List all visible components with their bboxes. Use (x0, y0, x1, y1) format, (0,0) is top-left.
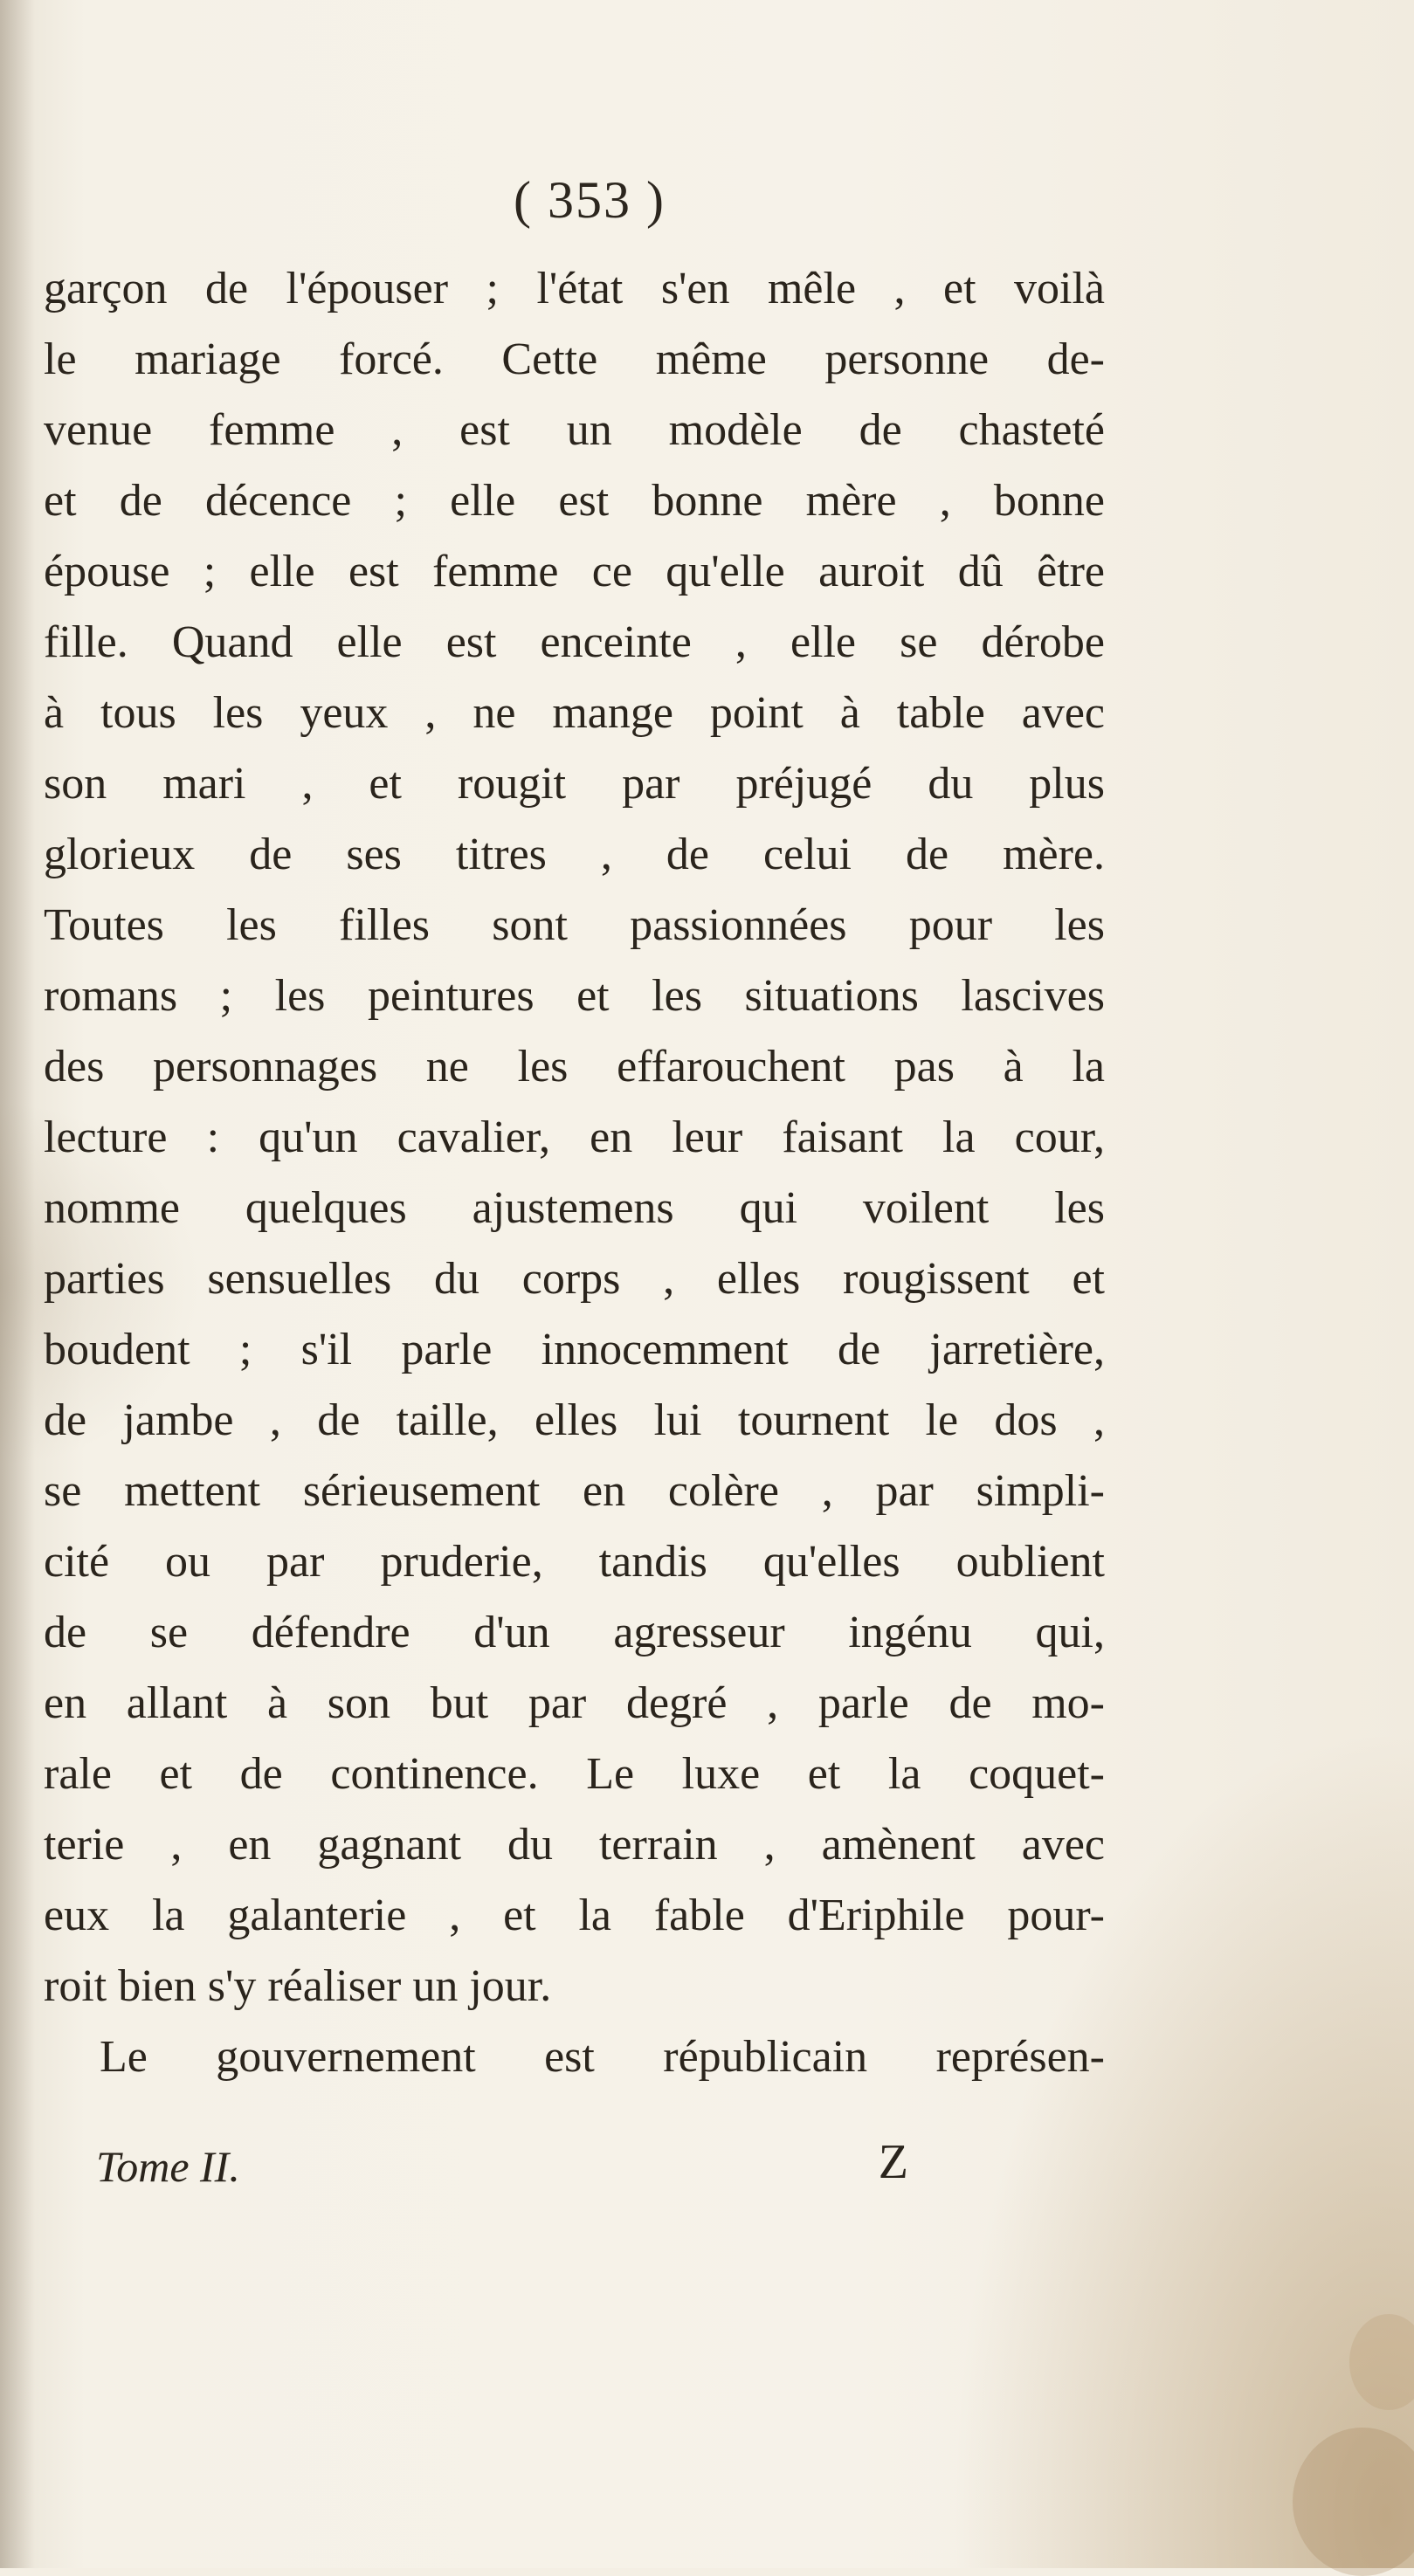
text-line: nomme quelques ajustemens qui voilent les (44, 1183, 1105, 1233)
page-number: ( 353 ) (514, 171, 666, 229)
page-footer (96, 2135, 908, 2202)
text-line: fille. Quand elle est enceinte , elle se dérobe (44, 617, 1105, 667)
text-line: lecture : qu'un cavalier, en leur faisant la cour, (44, 1112, 1105, 1162)
paragraph-start-line: Le gouvernement est républicain représen- (100, 2032, 1105, 2082)
text-line: rale et de continence. Le luxe et la coquet- (44, 1749, 1105, 1799)
text-line: épouse ; elle est femme ce qu'elle auroit dû être (44, 547, 1105, 596)
text-line: garçon de l'épouser ; l'état s'en mêle , et voilà (44, 264, 1105, 313)
text-line: à tous les yeux , ne mange point à table avec (44, 688, 1105, 738)
text-line: son mari , et rougit par préjugé du plus (44, 759, 1105, 809)
text-line: Toutes les filles sont passionnées pour les (44, 900, 1105, 950)
body-text (44, 253, 1105, 2092)
foxing-stain (1293, 2428, 1414, 2576)
text-line: en allant à son but par degré , parle de mo- (44, 1678, 1105, 1728)
text-line: terie , en gagnant du terrain , amènent avec (44, 1820, 1105, 1870)
text-line: parties sensuelles du corps , elles rougissent et (44, 1254, 1105, 1304)
text-line: romans ; les peintures et les situations lascives (44, 971, 1105, 1021)
text-line: roit bien s'y réaliser un jour. (44, 1961, 552, 2011)
text-line: venue femme , est un modèle de chasteté (44, 405, 1105, 455)
gathering-signature-mark: Z (878, 2135, 908, 2189)
foxing-stain (1349, 2314, 1414, 2410)
text-line: boudent ; s'il parle innocemment de jarretière, (44, 1325, 1105, 1374)
gutter-shadow (0, 0, 35, 2568)
text-line: cité ou par pruderie, tandis qu'elles oublient (44, 1537, 1105, 1587)
text-line: des personnages ne les effarouchent pas à la (44, 1042, 1105, 1092)
volume-signature: Tome II. (96, 2142, 240, 2191)
text-line: de jambe , de taille, elles lui tournent le dos , (44, 1395, 1105, 1445)
text-line: de se défendre d'un agresseur ingénu qui, (44, 1608, 1105, 1657)
text-line: le mariage forcé. Cette même personne de- (44, 334, 1105, 384)
text-line: eux la galanterie , et la fable d'Eriphile pour- (44, 1891, 1105, 1940)
text-line: et de décence ; elle est bonne mère , bonne (44, 476, 1105, 526)
text-line: glorieux de ses titres , de celui de mère. (44, 830, 1105, 879)
text-line: se mettent sérieusement en colère , par simpli- (44, 1466, 1105, 1516)
